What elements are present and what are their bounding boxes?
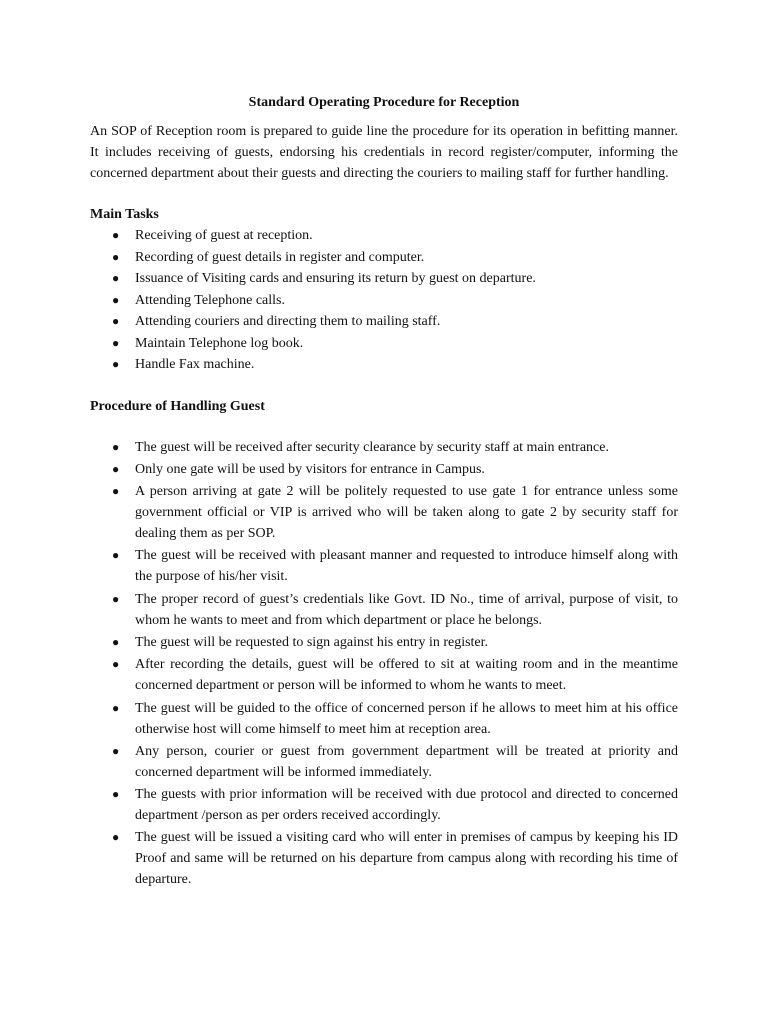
- intro-paragraph: An SOP of Reception room is prepared to guide line the procedure for its operation in befitting manner. It includes receiving of guests, endorsing his credentials in record register/computer, informing the concerned department about their guests and directing the couriers to mailing staff for further handling.: [90, 124, 678, 181]
- bullet-icon: ●: [112, 314, 120, 328]
- bullet-icon: ●: [112, 249, 120, 264]
- handling-guest-list: [90, 437, 678, 891]
- list-item: ● The guests with prior information will be received with due protocol and directed to concerned department /person as per orders received accordingly.: [90, 784, 678, 826]
- bullet-icon: ●: [112, 591, 120, 606]
- bullet-icon: ●: [112, 439, 120, 454]
- list-item: ● Attending Telephone calls.: [90, 290, 678, 312]
- bullet-icon: ●: [112, 292, 120, 307]
- bullet-icon: ●: [112, 357, 120, 371]
- list-item: ● Issuance of Visiting cards and ensuring its return by guest on departure.: [90, 268, 678, 290]
- handling-guest-heading: Procedure of Handling Guest: [90, 398, 265, 414]
- list-item: ● Maintain Telephone log book.: [90, 333, 678, 355]
- list-item: ● Recording of guest details in register and computer.: [90, 247, 678, 269]
- bullet-icon: ●: [112, 484, 120, 499]
- list-item: ● Receiving of guest at reception.: [90, 225, 678, 247]
- bullet-icon: ●: [112, 657, 120, 672]
- bullet-icon: ●: [112, 700, 120, 715]
- bullet-icon: ●: [112, 461, 120, 476]
- list-item: ● The guest will be guided to the office of concerned person if he allows to meet him at his office otherwise host will come himself to meet him at reception area.: [90, 698, 678, 740]
- list-item: ● The guest will be requested to sign against his entry in register.: [90, 632, 678, 653]
- bullet-icon: ●: [112, 228, 120, 242]
- list-item: ● A person arriving at gate 2 will be politely requested to use gate 1 for entrance unless some government official or VIP is arrived who will be taken along to gate 2 by security staff for dealing them as per SOP.: [90, 481, 678, 544]
- list-item: ● The guest will be received with pleasant manner and requested to introduce himself along with the purpose of his/her visit.: [90, 545, 678, 587]
- bullet-icon: ●: [112, 634, 120, 649]
- list-item: ● Attending couriers and directing them to mailing staff.: [90, 311, 678, 333]
- bullet-icon: ●: [112, 271, 120, 285]
- bullet-icon: ●: [112, 743, 120, 758]
- bullet-icon: ●: [112, 787, 120, 802]
- main-tasks-list: [90, 225, 678, 376]
- document-title: Standard Operating Procedure for Reception: [248, 95, 520, 110]
- bullet-icon: ●: [112, 335, 120, 350]
- list-item: ● Handle Fax machine.: [90, 354, 678, 376]
- list-item: ● The guest will be received after security clearance by security staff at main entrance.: [90, 437, 678, 458]
- list-item: ● After recording the details, guest will be offered to sit at waiting room and in the meantime concerned department or person will be informed to whom he wants to meet.: [90, 654, 678, 696]
- main-tasks-heading: Main Tasks: [90, 207, 159, 222]
- list-item: ● The guest will be issued a visiting card who will enter in premises of campus by keeping his ID Proof and same will be returned on his departure from campus along with recording his time of departure.: [90, 827, 678, 890]
- bullet-icon: ●: [112, 830, 120, 845]
- list-item: ● The proper record of guest’s credentials like Govt. ID No., time of arrival, purpose of visit, to whom he wants to meet and from which department or place he belongs.: [90, 589, 678, 631]
- list-item: ● Any person, courier or guest from government department will be treated at priority and concerned department will be informed immediately.: [90, 741, 678, 783]
- bullet-icon: ●: [112, 548, 120, 563]
- list-item: ● Only one gate will be used by visitors for entrance in Campus.: [90, 459, 678, 480]
- document-page: [90, 94, 678, 892]
